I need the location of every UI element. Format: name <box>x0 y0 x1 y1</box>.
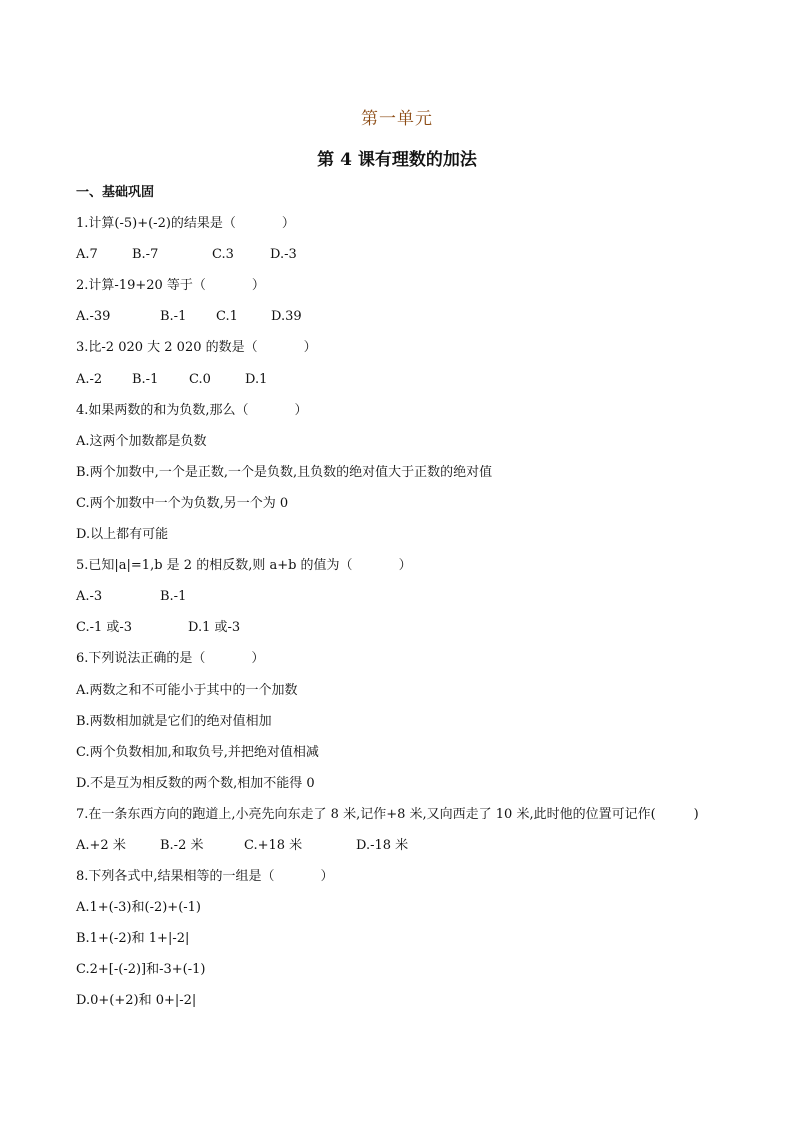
question-stem-7 <box>76 806 736 837</box>
option-a: A.+2 米 <box>76 837 126 853</box>
option-d: D.-18 米 <box>356 837 409 853</box>
option-d: D.不是互为相反数的两个数,相加不能得 0 <box>76 775 315 791</box>
question-list <box>76 184 736 1024</box>
question-text: 7.在一条东西方向的跑道上,小亮先向东走了 8 米,记作+8 米,又向西走了 10 米,此时他的位置可记作( <box>76 806 656 822</box>
option-b: B.-1 <box>160 589 187 605</box>
option-a: A.1+(-3)和(-2)+(-1) <box>76 900 201 916</box>
option-c: C.1 <box>216 309 238 325</box>
option-d: D.以上都有可能 <box>76 527 169 543</box>
option-a: A.这两个加数都是负数 <box>76 433 207 449</box>
option-b: B.两数相加就是它们的绝对值相加 <box>76 713 272 729</box>
question-text: 4.如果两数的和为负数,那么（ <box>76 402 249 418</box>
question-text: 6.下列说法正确的是（ <box>76 651 206 667</box>
question-stem-3 <box>76 339 736 370</box>
option-c: C.+18 米 <box>244 837 303 853</box>
option-a: A.-2 <box>76 371 103 387</box>
option-c: C.2+[-(-2)]和-3+(-1) <box>76 962 206 978</box>
answer-paren-close: ） <box>320 869 334 885</box>
option-b: B.-7 <box>132 247 159 263</box>
option-a: A.-3 <box>76 589 103 605</box>
option-row <box>76 837 736 868</box>
option-a: A.7 <box>76 247 98 263</box>
answer-paren-close: ） <box>294 402 308 418</box>
option-d: D.1 或-3 <box>188 620 241 636</box>
option-c: C.两个加数中一个为负数,另一个为 0 <box>76 495 289 511</box>
option-b: B.-1 <box>160 309 187 325</box>
question-text: 1.计算(-5)+(-2)的结果是（ <box>76 216 236 232</box>
option-d: D.1 <box>245 371 268 387</box>
answer-paren-close: ) <box>693 806 699 822</box>
answer-paren-close: ） <box>251 278 265 294</box>
question-stem-6 <box>76 650 736 681</box>
option-d: D.39 <box>271 309 302 325</box>
option-b: B.1+(-2)和 1+|-2| <box>76 931 190 947</box>
option-row <box>76 246 736 277</box>
question-stem-8 <box>76 868 736 899</box>
option-b: B.两个加数中,一个是正数,一个是负数,且负数的绝对值大于正数的绝对值 <box>76 464 493 480</box>
option-b: B.-1 <box>132 371 159 387</box>
option-a: A.两数之和不可能小于其中的一个加数 <box>76 682 298 698</box>
question-stem-5 <box>76 557 736 588</box>
question-text: 3.比-2 020 大 2 020 的数是（ <box>76 340 258 356</box>
option-a: A.-39 <box>76 309 111 325</box>
option-c: C.两个负数相加,和取负号,并把绝对值相减 <box>76 744 319 760</box>
option-c: C.3 <box>212 247 234 263</box>
unit-title: 第一单元 <box>361 109 433 129</box>
question-text: 5.已知|a|=1,b 是 2 的相反数,则 a+b 的值为（ <box>76 558 353 574</box>
question-stem-1 <box>76 215 736 246</box>
answer-paren-close: ） <box>303 340 317 356</box>
option-d: D.-3 <box>270 247 297 263</box>
option-c: C.0 <box>189 371 211 387</box>
answer-paren-close: ） <box>281 216 295 232</box>
option-row <box>76 588 736 619</box>
question-text: 2.计算-19+20 等于（ <box>76 278 206 294</box>
option-b: B.-2 米 <box>160 837 204 853</box>
question-stem-4 <box>76 402 736 433</box>
option-d: D.0+(+2)和 0+|-2| <box>76 993 197 1009</box>
lesson-title: 第 4 课有理数的加法 <box>317 150 477 170</box>
question-text: 8.下列各式中,结果相等的一组是（ <box>76 869 275 885</box>
question-stem-2 <box>76 277 736 308</box>
option-c: C.-1 或-3 <box>76 620 133 636</box>
answer-paren-close: ） <box>398 558 412 574</box>
option-row <box>76 371 736 402</box>
option-row <box>76 308 736 339</box>
option-row <box>76 619 736 650</box>
answer-paren-close: ） <box>251 651 265 667</box>
section-header: 一、基础巩固 <box>76 185 155 200</box>
